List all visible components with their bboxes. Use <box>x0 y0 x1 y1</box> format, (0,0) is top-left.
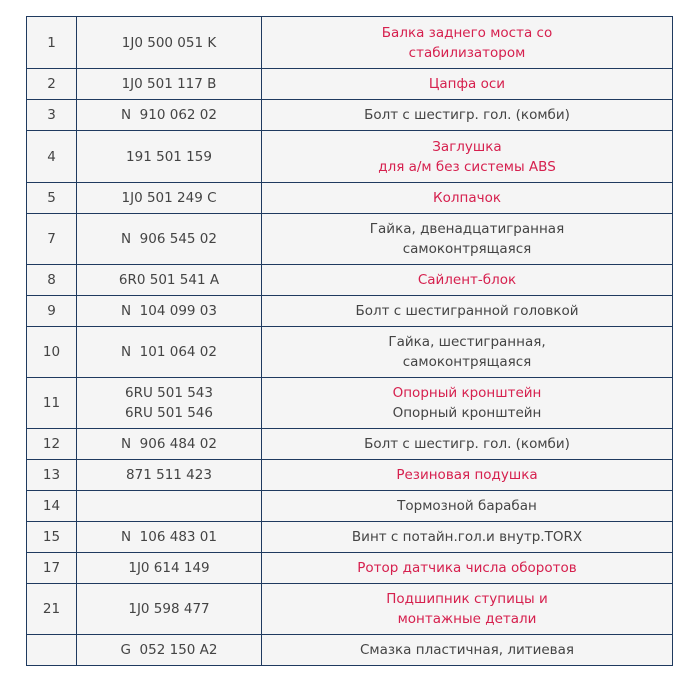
part-name-cell <box>262 584 673 635</box>
part-name-cell <box>262 553 673 584</box>
part-number: G 052 150 A2 <box>120 642 218 658</box>
part-number: 191 501 159 <box>126 148 212 165</box>
part-name: Болт с шестигр. гол. (комби) <box>364 107 570 123</box>
part-number: N 106 483 01 <box>121 529 217 545</box>
part-number-cell <box>77 378 262 429</box>
item-number: 1 <box>27 17 77 69</box>
item-number: 13 <box>27 460 77 491</box>
part-name-cell <box>262 378 673 429</box>
part-number-cell <box>77 296 262 327</box>
part-name: Винт с потайн.гол.и внутр.TORX <box>351 529 583 545</box>
item-number: 5 <box>27 183 77 214</box>
part-name-link[interactable]: Цапфа оси <box>428 76 506 92</box>
part-number: N 910 062 02 <box>121 107 217 123</box>
part-name: Гайка, двенадцатигранная самоконтрящаяся <box>369 221 565 257</box>
part-number-cell <box>77 522 262 553</box>
table-row <box>27 522 673 553</box>
part-number: 1J0 501 249 C <box>121 190 217 206</box>
table-row <box>27 100 673 131</box>
part-number: N 906 484 02 <box>121 436 217 452</box>
table-row <box>27 131 673 183</box>
part-name: Опорный кронштейн <box>392 405 542 421</box>
parts-table-body <box>27 17 673 666</box>
part-number-cell <box>77 491 262 522</box>
part-name-cell <box>262 131 673 183</box>
table-row <box>27 429 673 460</box>
table-row <box>27 327 673 378</box>
item-number: 11 <box>27 378 77 429</box>
part-name-link[interactable]: Балка заднего моста со стабилизатором <box>381 24 553 61</box>
part-number-cell <box>77 584 262 635</box>
part-name-link[interactable]: Колпачок <box>433 190 501 206</box>
table-row <box>27 553 673 584</box>
part-name-cell <box>262 327 673 378</box>
item-number: 3 <box>27 100 77 131</box>
part-number-cell <box>77 214 262 265</box>
part-name-cell <box>262 183 673 214</box>
table-row <box>27 584 673 635</box>
table-row <box>27 69 673 100</box>
part-name-link[interactable]: Ротор датчика числа оборотов <box>357 560 577 576</box>
item-number: 8 <box>27 265 77 296</box>
part-name: Болт с шестигранной головкой <box>355 303 579 319</box>
item-number: 7 <box>27 214 77 265</box>
part-name-cell <box>262 69 673 100</box>
part-name-cell <box>262 100 673 131</box>
part-number-cell <box>77 460 262 491</box>
part-number-cell <box>77 100 262 131</box>
part-number-cell <box>77 183 262 214</box>
part-name: Смазка пластичная, литиевая <box>359 642 575 658</box>
table-row <box>27 635 673 666</box>
part-name-link[interactable]: Подшипник ступицы и монтажные детали <box>386 591 548 627</box>
item-number: 17 <box>27 553 77 584</box>
part-name-link[interactable]: Заглушка для а/м без системы ABS <box>378 138 556 175</box>
part-name-cell <box>262 214 673 265</box>
item-number: 12 <box>27 429 77 460</box>
part-name-link[interactable]: Сайлент-блок <box>417 272 517 288</box>
part-name: Гайка, шестигранная, самоконтрящаяся <box>388 334 546 370</box>
table-row <box>27 378 673 429</box>
item-number: 14 <box>27 491 77 522</box>
table-row <box>27 460 673 491</box>
part-number-cell <box>77 17 262 69</box>
part-name-link[interactable]: Опорный кронштейн <box>392 385 542 401</box>
part-number-cell <box>77 429 262 460</box>
part-name-cell <box>262 429 673 460</box>
part-number-cell <box>77 265 262 296</box>
part-name-cell <box>262 635 673 666</box>
item-number: 2 <box>27 69 77 100</box>
part-number: 1J0 500 051 K <box>121 34 217 51</box>
item-number: 21 <box>27 584 77 635</box>
part-name-cell <box>262 491 673 522</box>
part-number: 1J0 614 149 <box>128 560 210 576</box>
part-name: Болт с шестигр. гол. (комби) <box>364 436 570 452</box>
part-number: 1J0 598 477 <box>128 601 210 617</box>
part-number: 6RU 501 543 <box>125 385 213 401</box>
part-number-cell <box>77 327 262 378</box>
item-number <box>27 635 77 666</box>
part-number-cell <box>77 635 262 666</box>
table-row <box>27 183 673 214</box>
part-number: N 101 064 02 <box>121 344 217 360</box>
part-name-cell <box>262 460 673 491</box>
part-number: 1J0 501 117 B <box>121 76 217 92</box>
part-number-cell <box>77 553 262 584</box>
part-name-cell <box>262 522 673 553</box>
part-name-cell <box>262 17 673 69</box>
item-number: 10 <box>27 327 77 378</box>
part-name-cell <box>262 265 673 296</box>
part-name-link[interactable]: Резиновая подушка <box>396 467 538 483</box>
table-row <box>27 214 673 265</box>
item-number: 15 <box>27 522 77 553</box>
table-row <box>27 17 673 69</box>
part-number-cell <box>77 69 262 100</box>
part-name-cell <box>262 296 673 327</box>
part-number: N 104 099 03 <box>121 303 217 319</box>
item-number: 9 <box>27 296 77 327</box>
part-number-cell <box>77 131 262 183</box>
part-name: Тормозной барабан <box>397 498 537 514</box>
part-number: N 906 545 02 <box>121 231 217 247</box>
table-row <box>27 491 673 522</box>
part-number: 6RU 501 546 <box>125 405 213 421</box>
part-number: 871 511 423 <box>126 467 212 483</box>
item-number: 4 <box>27 131 77 183</box>
part-number: 6R0 501 541 A <box>118 272 220 288</box>
parts-table <box>26 16 673 666</box>
table-row <box>27 265 673 296</box>
table-row <box>27 296 673 327</box>
